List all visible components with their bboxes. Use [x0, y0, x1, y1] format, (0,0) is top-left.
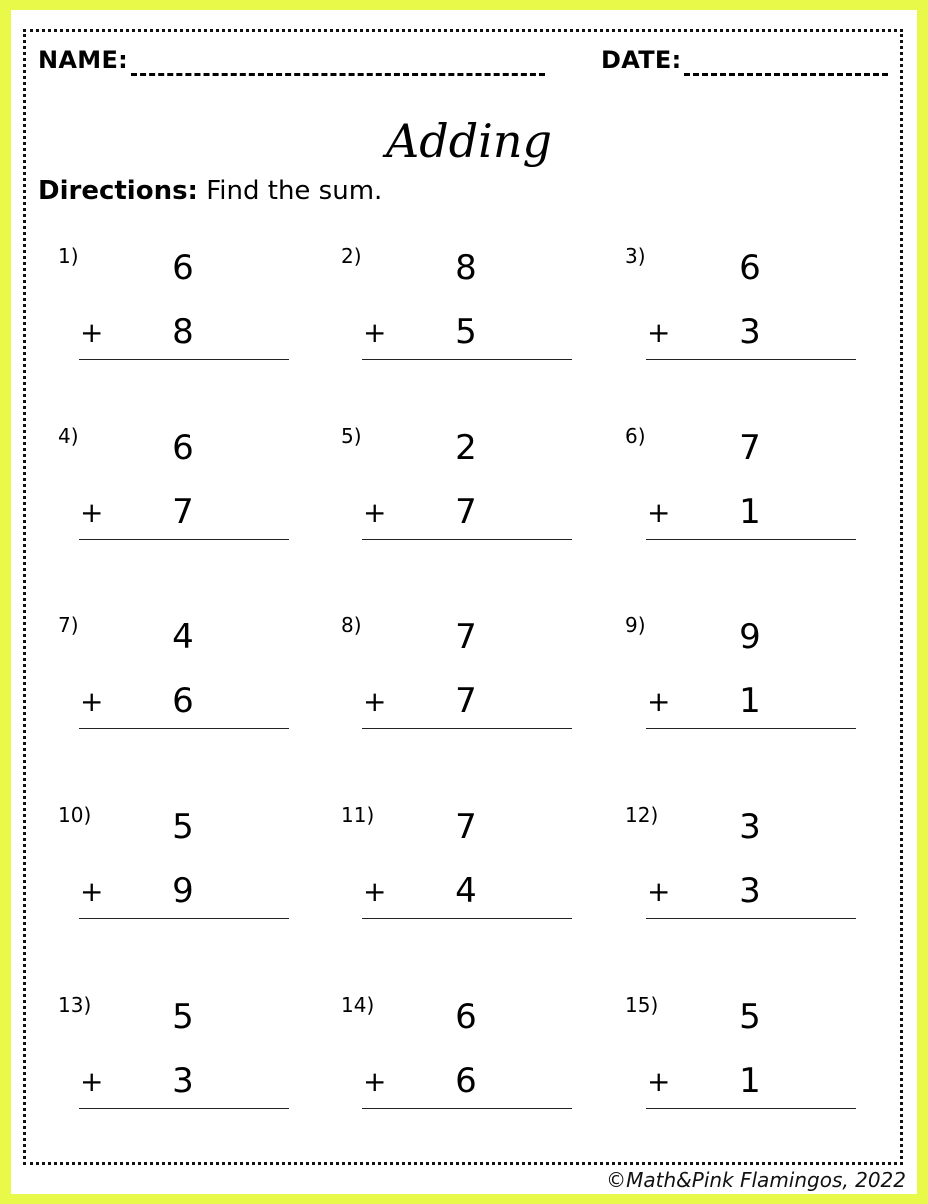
- problem-number: 1): [58, 244, 79, 268]
- second-addend: 8: [172, 312, 194, 352]
- problem-number: 13): [58, 993, 92, 1017]
- second-addend: 1: [739, 681, 761, 721]
- answer-line[interactable]: [79, 728, 289, 729]
- problem-1: [58, 244, 278, 384]
- second-addend: 5: [455, 312, 477, 352]
- problem-4: [58, 424, 278, 564]
- problem-number: 15): [625, 993, 659, 1017]
- first-addend: 5: [739, 997, 761, 1037]
- problem-number: 10): [58, 803, 92, 827]
- problem-number: 12): [625, 803, 659, 827]
- problem-number: 14): [341, 993, 375, 1017]
- second-addend: 6: [172, 681, 194, 721]
- problem-11: [341, 803, 561, 943]
- problem-3: [625, 244, 845, 384]
- answer-line[interactable]: [646, 359, 856, 360]
- answer-line[interactable]: [646, 728, 856, 729]
- worksheet-title: Adding: [386, 114, 552, 168]
- problem-10: [58, 803, 278, 943]
- problem-6: [625, 424, 845, 564]
- problem-15: [625, 993, 845, 1133]
- problem-number: 5): [341, 424, 362, 448]
- first-addend: 7: [739, 428, 761, 468]
- name-blank-line: [131, 73, 545, 76]
- first-addend: 5: [172, 807, 194, 847]
- first-addend: 6: [172, 428, 194, 468]
- copyright-footer: ©Math&Pink Flamingos, 2022: [606, 1168, 906, 1192]
- problem-2: [341, 244, 561, 384]
- plus-sign: +: [363, 1065, 387, 1098]
- plus-sign: +: [363, 496, 387, 529]
- plus-sign: +: [647, 685, 671, 718]
- name-label: NAME:: [38, 46, 129, 74]
- answer-line[interactable]: [79, 539, 289, 540]
- second-addend: 6: [455, 1061, 477, 1101]
- directions-label: Directions:: [38, 176, 198, 206]
- plus-sign: +: [363, 875, 387, 908]
- first-addend: 3: [739, 807, 761, 847]
- problem-number: 7): [58, 613, 79, 637]
- second-addend: 3: [172, 1061, 194, 1101]
- problem-8: [341, 613, 561, 753]
- answer-line[interactable]: [79, 359, 289, 360]
- date-blank-line: [684, 73, 888, 76]
- problem-number: 11): [341, 803, 375, 827]
- directions: [38, 176, 382, 206]
- answer-line[interactable]: [362, 539, 572, 540]
- answer-line[interactable]: [646, 1108, 856, 1109]
- second-addend: 1: [739, 1061, 761, 1101]
- second-addend: 9: [172, 871, 194, 911]
- second-addend: 7: [455, 492, 477, 532]
- answer-line[interactable]: [362, 359, 572, 360]
- first-addend: 9: [739, 617, 761, 657]
- answer-line[interactable]: [79, 918, 289, 919]
- answer-line[interactable]: [362, 728, 572, 729]
- problem-number: 3): [625, 244, 646, 268]
- date-label: DATE:: [601, 46, 682, 74]
- first-addend: 6: [455, 997, 477, 1037]
- problem-number: 2): [341, 244, 362, 268]
- problem-7: [58, 613, 278, 753]
- answer-line[interactable]: [79, 1108, 289, 1109]
- second-addend: 7: [455, 681, 477, 721]
- problem-number: 9): [625, 613, 646, 637]
- answer-line[interactable]: [362, 1108, 572, 1109]
- first-addend: 2: [455, 428, 477, 468]
- plus-sign: +: [647, 875, 671, 908]
- first-addend: 8: [455, 248, 477, 288]
- answer-line[interactable]: [646, 918, 856, 919]
- first-addend: 4: [172, 617, 194, 657]
- problem-number: 6): [625, 424, 646, 448]
- plus-sign: +: [647, 1065, 671, 1098]
- plus-sign: +: [647, 496, 671, 529]
- problem-9: [625, 613, 845, 753]
- first-addend: 5: [172, 997, 194, 1037]
- answer-line[interactable]: [362, 918, 572, 919]
- second-addend: 1: [739, 492, 761, 532]
- plus-sign: +: [80, 1065, 104, 1098]
- plus-sign: +: [80, 875, 104, 908]
- problem-14: [341, 993, 561, 1133]
- first-addend: 6: [172, 248, 194, 288]
- second-addend: 3: [739, 312, 761, 352]
- problem-5: [341, 424, 561, 564]
- plus-sign: +: [363, 316, 387, 349]
- plus-sign: +: [647, 316, 671, 349]
- first-addend: 7: [455, 617, 477, 657]
- second-addend: 3: [739, 871, 761, 911]
- plus-sign: +: [80, 685, 104, 718]
- first-addend: 7: [455, 807, 477, 847]
- problem-13: [58, 993, 278, 1133]
- second-addend: 7: [172, 492, 194, 532]
- problem-12: [625, 803, 845, 943]
- answer-line[interactable]: [646, 539, 856, 540]
- problem-number: 8): [341, 613, 362, 637]
- problem-number: 4): [58, 424, 79, 448]
- directions-text: Find the sum.: [197, 176, 383, 206]
- second-addend: 4: [455, 871, 477, 911]
- plus-sign: +: [80, 496, 104, 529]
- plus-sign: +: [80, 316, 104, 349]
- plus-sign: +: [363, 685, 387, 718]
- first-addend: 6: [739, 248, 761, 288]
